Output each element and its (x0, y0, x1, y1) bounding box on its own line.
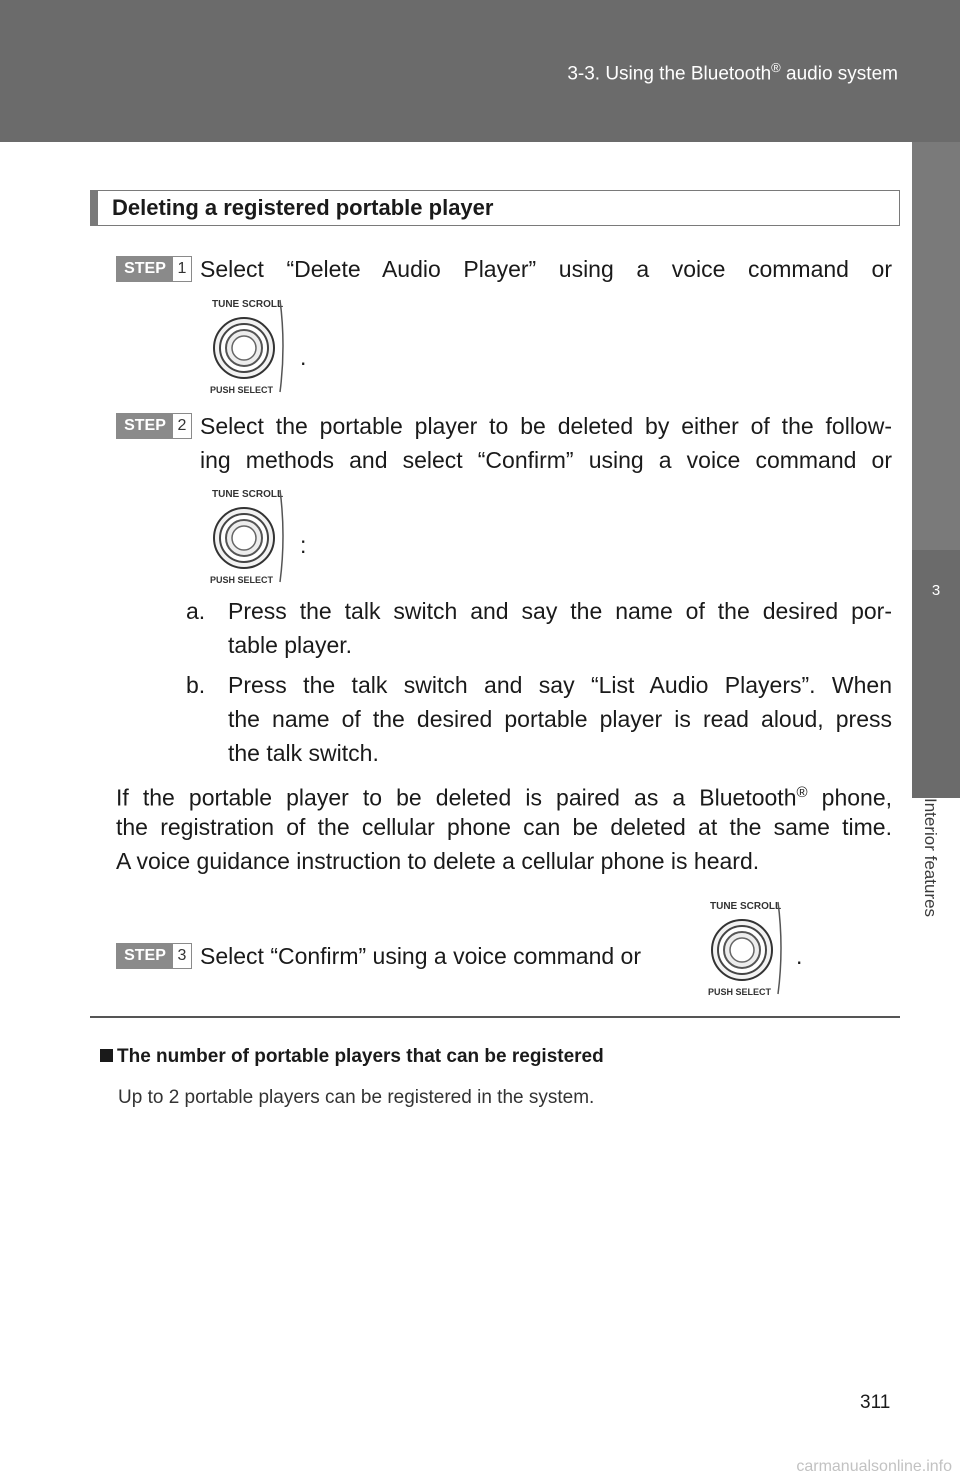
side-tab-bar (912, 142, 960, 550)
option-b-line2: the name of the desired portable player is read aloud, press (228, 706, 892, 732)
step-3-text: Select “Confirm” using a voice command or (200, 943, 641, 969)
option-b-line1: Press the talk switch and say “List Audio Players”. When (228, 672, 892, 698)
option-a-marker: a. (186, 598, 206, 624)
step-badge (116, 943, 192, 969)
step-1-text: Select “Delete Audio Player” using a voice command or (200, 256, 892, 282)
chapter-number-tab[interactable] (912, 550, 960, 798)
step-label: STEP (117, 414, 173, 438)
registered-mark: ® (771, 60, 781, 75)
header-title (567, 60, 898, 85)
paragraph-line2: the registration of the cellular phone can be deleted at the same time. (116, 814, 892, 840)
note-title-text: The number of portable players that can be registered (117, 1046, 604, 1067)
square-bullet-icon (100, 1049, 113, 1062)
step-number: 3 (177, 947, 187, 964)
registered-mark: ® (796, 784, 808, 801)
option-a-line2: table player. (228, 632, 353, 658)
chapter-number: 3 (931, 582, 941, 599)
step-number: 2 (177, 417, 187, 434)
step-3-punctuation: . (796, 943, 803, 969)
option-a-line1: Press the talk switch and say the name of the desired por- (228, 598, 892, 624)
knob-top-label: TUNE SCROLL (212, 489, 284, 500)
knob-bottom-label: PUSH SELECT (210, 575, 274, 585)
option-b-marker: b. (186, 672, 206, 698)
note-text: Up to 2 portable players can be registered in the system. (118, 1087, 595, 1108)
page-header (0, 0, 960, 142)
step-2-punctuation: : (300, 532, 307, 558)
step-1-punctuation: . (300, 344, 307, 370)
header-title-suffix: audio system (780, 63, 898, 85)
knob-top-label: TUNE SCROLL (710, 901, 782, 912)
option-b-line3: the talk switch. (228, 740, 379, 766)
step-badge (116, 256, 192, 282)
paragraph-line3: A voice guidance instruction to delete a cellular phone is heard. (116, 848, 760, 874)
page-number: 311 (860, 1392, 891, 1413)
section-heading (90, 190, 900, 226)
paragraph-line1-prefix: If the portable player to be deleted is paired as a Bluetooth (116, 784, 797, 811)
tune-scroll-knob-icon (208, 296, 288, 396)
chapter-side-tab (912, 142, 960, 1484)
section-divider (90, 1016, 900, 1018)
step-number: 1 (177, 260, 187, 277)
step-label: STEP (117, 944, 173, 968)
step-badge (116, 413, 192, 439)
note-title (100, 1046, 604, 1068)
tune-scroll-knob-icon (208, 486, 288, 586)
tune-scroll-knob-icon (706, 898, 786, 998)
chapter-label: Interior features (921, 798, 940, 918)
watermark: carmanualsonline.info (796, 1458, 952, 1475)
paragraph-line1-suffix: phone, (807, 784, 892, 811)
knob-top-label: TUNE SCROLL (212, 299, 284, 310)
section-title: Deleting a registered portable player (112, 195, 494, 220)
step-2-text-line1: Select the portable player to be deleted by either of the follow- (200, 413, 892, 439)
knob-bottom-label: PUSH SELECT (210, 385, 274, 395)
header-title-prefix: 3-3. Using the Bluetooth (567, 63, 772, 85)
step-2-text-line2: ing methods and select “Confirm” using a voice command or (200, 447, 892, 473)
paragraph-line1 (116, 776, 892, 815)
step-label: STEP (117, 257, 173, 281)
knob-bottom-label: PUSH SELECT (708, 987, 772, 997)
